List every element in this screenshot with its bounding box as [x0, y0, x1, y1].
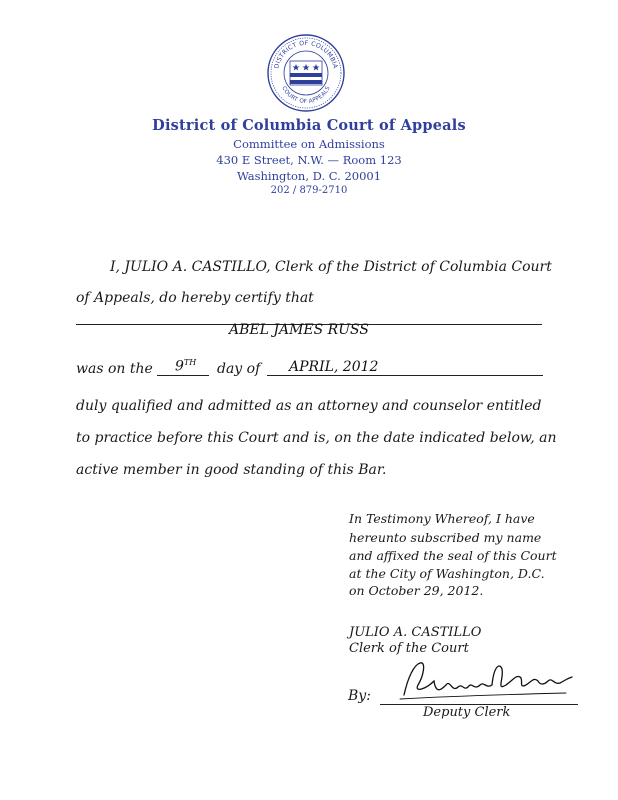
deputy-clerk-title: Deputy Clerk: [423, 705, 511, 720]
handwritten-signature: [396, 655, 576, 705]
phone-number: 202 / 879-2710: [270, 185, 348, 196]
attorney-name: ABEL JAMES RUSS: [229, 322, 369, 338]
testimony-line: hereunto subscribed my name: [349, 530, 542, 545]
clerk-title: Clerk of the Court: [349, 641, 469, 656]
committee-name: Committee on Admissions: [233, 137, 385, 151]
certify-line-5: duly qualified and admitted as an attorney and counselor entitled: [76, 398, 542, 414]
testimony-line: In Testimony Whereof, I have: [349, 511, 535, 526]
day-suffix: TH: [183, 358, 197, 367]
seal-text-bottom: COURT OF APPEALS: [280, 85, 332, 106]
court-seal: [266, 33, 346, 113]
day-of-label: day of: [217, 361, 261, 377]
court-name: District of Columbia Court of Appeals: [152, 117, 466, 134]
testimony-line: at the City of Washington, D.C.: [349, 566, 545, 581]
city-address: Washington, D. C. 20001: [236, 169, 382, 183]
month-year: APRIL, 2012: [289, 359, 379, 375]
day-underline: [157, 375, 209, 376]
certify-line-2: of Appeals, do hereby certify that: [76, 290, 314, 306]
testimony-line: on October 29, 2012.: [349, 583, 484, 598]
street-address: 430 E Street, N.W. — Room 123: [216, 153, 402, 167]
certify-line-6: to practice before this Court and is, on the date indicated below, an: [76, 430, 557, 446]
testimony-line: and affixed the seal of this Court: [349, 548, 557, 563]
clerk-name: JULIO A. CASTILLO: [349, 625, 482, 640]
certify-line-7: active member in good standing of this Bar.: [76, 462, 387, 478]
signature-graphic: [396, 655, 576, 705]
month-underline: [267, 375, 543, 376]
day-value: 9TH: [175, 358, 197, 375]
was-on-the-label: was on the: [76, 361, 153, 377]
seal-text-top: DISTRICT OF COLUMBIA: [273, 39, 339, 70]
certify-line-1: I, JULIO A. CASTILLO, Clerk of the District of Columbia Court: [110, 259, 552, 275]
seal-graphic: [266, 33, 346, 113]
by-label: By:: [348, 688, 371, 704]
